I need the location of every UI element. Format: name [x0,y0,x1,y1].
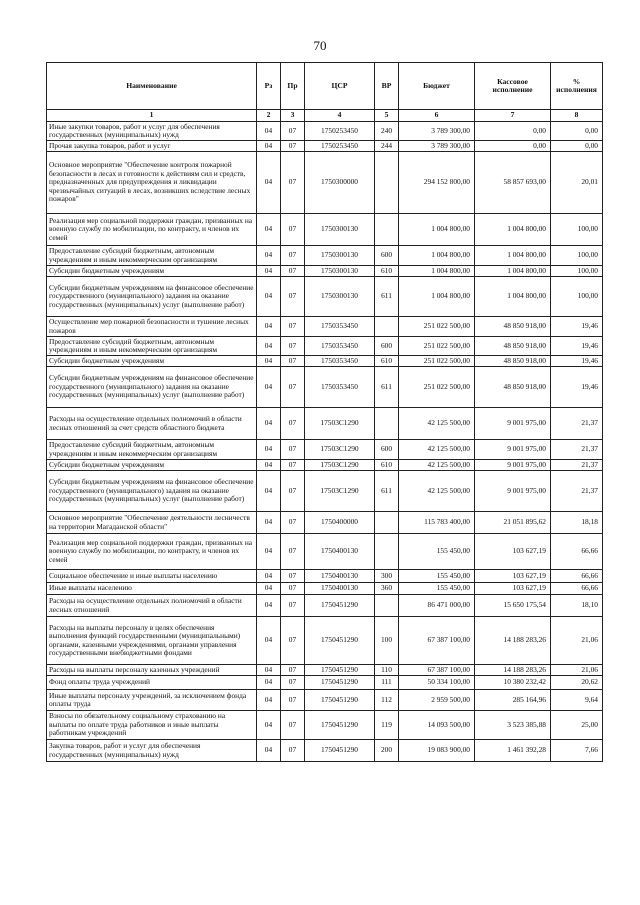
cell-pr: 07 [281,141,305,152]
cell-pr: 07 [281,277,305,317]
cell-name: Осуществление мер пожарной безопасности и тушение лесных пожаров [47,317,257,337]
cell-cash: 48 850 918,00 [475,356,551,367]
table-row [47,266,603,277]
cell-budget: 155 450,00 [399,570,475,583]
cell-cash: 1 004 800,00 [475,266,551,277]
cell-vr: 360 [375,583,399,595]
cell-csr: 1750451290 [305,740,375,762]
cell-csr: 1750451290 [305,676,375,690]
cell-cash: 103 627,19 [475,534,551,570]
cell-name: Предоставление субсидий бюджетным, автономным учреждениям и иным некоммерческим организациям [47,246,257,266]
table-row [47,152,603,214]
cell-pct: 7,66 [551,740,603,762]
cell-budget: 50 334 100,00 [399,676,475,690]
col-number: 7 [475,110,551,122]
cell-rz: 04 [257,337,281,356]
cell-csr: 1750253450 [305,122,375,141]
table-row [47,277,603,317]
cell-vr [375,534,399,570]
cell-pct: 0,00 [551,122,603,141]
cell-name: Основное мероприятие "Обеспечение деятельности лесничеств на территории Магаданской области" [47,512,257,534]
cell-cash: 0,00 [475,122,551,141]
cell-rz: 04 [257,367,281,408]
cell-budget: 251 022 500,00 [399,337,475,356]
table-row [47,440,603,460]
table-row [47,617,603,665]
table-row [47,141,603,152]
cell-name: Субсидии бюджетным учреждениям [47,266,257,277]
cell-cash: 21 051 895,62 [475,512,551,534]
cell-cash: 1 004 800,00 [475,277,551,317]
cell-pct: 100,00 [551,266,603,277]
cell-rz: 04 [257,440,281,460]
cell-cash: 14 188 283,26 [475,665,551,676]
cell-pr: 07 [281,460,305,471]
cell-vr: 240 [375,122,399,141]
cell-csr: 1750300130 [305,277,375,317]
cell-pct: 21,37 [551,471,603,512]
cell-budget: 19 083 900,00 [399,740,475,762]
cell-cash: 1 004 800,00 [475,214,551,246]
cell-pct: 0,00 [551,141,603,152]
cell-name: Иные выплаты населению [47,583,257,595]
cell-pr: 07 [281,440,305,460]
cell-pct: 18,18 [551,512,603,534]
cell-rz: 04 [257,595,281,617]
cell-cash: 15 650 175,54 [475,595,551,617]
cell-name: Прочая закупка товаров, работ и услуг [47,141,257,152]
table-body [47,122,603,762]
cell-name: Субсидии бюджетным учреждениям на финансовое обеспечение государственного (муниципального) задания на оказание государственных (муниципальных) услуг (выполнение работ) [47,277,257,317]
table-row [47,367,603,408]
cell-pr: 07 [281,617,305,665]
cell-cash: 9 001 975,00 [475,460,551,471]
cell-pr: 07 [281,471,305,512]
col-number: 1 [47,110,257,122]
cell-csr: 1750353450 [305,356,375,367]
cell-pr: 07 [281,583,305,595]
cell-csr: 1750400000 [305,512,375,534]
cell-name: Расходы на выплаты персоналу казенных учреждений [47,665,257,676]
cell-csr: 1750400130 [305,583,375,595]
cell-rz: 04 [257,711,281,740]
cell-csr: 1750300130 [305,214,375,246]
cell-pct: 19,46 [551,317,603,337]
col-header-name: Наименование [47,63,257,110]
column-number-row [47,110,603,122]
cell-vr [375,408,399,440]
cell-name: Расходы на выплаты персоналу в целях обеспечения выполнения функций государственными (муниципальными) органами, казенными учреждениями, органами управления государственными внебюджетными фондами [47,617,257,665]
cell-rz: 04 [257,512,281,534]
cell-rz: 04 [257,690,281,711]
cell-rz: 04 [257,583,281,595]
cell-budget: 251 022 500,00 [399,317,475,337]
cell-pr: 07 [281,570,305,583]
cell-pr: 07 [281,214,305,246]
cell-name: Реализация мер социальной поддержки граждан, призванных на военную службу по мобилизации, по контракту, и членов их семей [47,214,257,246]
cell-vr: 600 [375,337,399,356]
cell-rz: 04 [257,214,281,246]
cell-rz: 04 [257,471,281,512]
cell-pct: 20,01 [551,152,603,214]
cell-vr: 112 [375,690,399,711]
cell-cash: 103 627,19 [475,570,551,583]
table-row [47,570,603,583]
cell-name: Субсидии бюджетным учреждениям [47,356,257,367]
cell-csr: 1750353450 [305,317,375,337]
table-row [47,246,603,266]
cell-vr: 610 [375,356,399,367]
cell-csr: 17503С1290 [305,440,375,460]
cell-pct: 100,00 [551,277,603,317]
cell-pr: 07 [281,367,305,408]
cell-budget: 86 471 000,00 [399,595,475,617]
cell-rz: 04 [257,122,281,141]
cell-csr: 1750400130 [305,570,375,583]
cell-pr: 07 [281,337,305,356]
cell-name: Субсидии бюджетным учреждениям на финансовое обеспечение государственного (муниципального) задания на оказание государственных (муниципальных) услуг (выполнение работ) [47,471,257,512]
cell-rz: 04 [257,356,281,367]
cell-name: Субсидии бюджетным учреждениям [47,460,257,471]
col-header-pct: % исполнения [551,63,603,110]
cell-pr: 07 [281,408,305,440]
cell-cash: 14 188 283,26 [475,617,551,665]
cell-pct: 21,37 [551,408,603,440]
cell-budget: 3 789 300,00 [399,122,475,141]
cell-vr: 111 [375,676,399,690]
cell-pr: 07 [281,740,305,762]
cell-budget: 251 022 500,00 [399,356,475,367]
cell-pct: 20,62 [551,676,603,690]
cell-vr: 300 [375,570,399,583]
table-row [47,512,603,534]
cell-vr [375,595,399,617]
cell-cash: 103 627,19 [475,583,551,595]
cell-csr: 1750300130 [305,246,375,266]
cell-name: Расходы на осуществление отдельных полномочий в области лесных отношений за счет средств областного бюджета [47,408,257,440]
cell-csr: 17503С1290 [305,408,375,440]
col-number: 4 [305,110,375,122]
cell-name: Основное мероприятие "Обеспечение контроля пожарной безопасности в лесах и готовности к действиям сил и средств, предназначенных для предупреждения и ликвидации чрезвычайных ситуаций в лесах, возникших вследствие лесных пожаров" [47,152,257,214]
table-row [47,711,603,740]
cell-csr: 1750253450 [305,141,375,152]
cell-rz: 04 [257,266,281,277]
cell-pr: 07 [281,711,305,740]
cell-name: Социальное обеспечение и иные выплаты населению [47,570,257,583]
table-row [47,690,603,711]
col-header-rz: Рз [257,63,281,110]
col-header-csr: ЦСР [305,63,375,110]
cell-csr: 1750300000 [305,152,375,214]
table-row [47,460,603,471]
cell-pr: 07 [281,595,305,617]
cell-vr: 110 [375,665,399,676]
cell-name: Иные выплаты персоналу учреждений, за исключением фонда оплаты труда [47,690,257,711]
cell-pct: 19,46 [551,337,603,356]
cell-cash: 9 001 975,00 [475,471,551,512]
cell-csr: 1750451290 [305,711,375,740]
cell-pct: 21,06 [551,617,603,665]
cell-budget: 1 004 800,00 [399,277,475,317]
cell-rz: 04 [257,740,281,762]
cell-name: Расходы на осуществление отдельных полномочий в области лесных отношений [47,595,257,617]
cell-budget: 3 789 300,00 [399,141,475,152]
cell-budget: 67 387 100,00 [399,665,475,676]
cell-csr: 17503С1290 [305,460,375,471]
cell-cash: 3 523 385,88 [475,711,551,740]
cell-pr: 07 [281,676,305,690]
cell-rz: 04 [257,570,281,583]
cell-budget: 155 450,00 [399,534,475,570]
table-header-row [47,63,603,110]
cell-csr: 1750451290 [305,617,375,665]
cell-vr: 119 [375,711,399,740]
cell-cash: 9 001 975,00 [475,408,551,440]
cell-pct: 100,00 [551,246,603,266]
cell-budget: 1 004 800,00 [399,214,475,246]
cell-vr: 200 [375,740,399,762]
col-header-vr: ВР [375,63,399,110]
cell-rz: 04 [257,141,281,152]
cell-pct: 21,37 [551,460,603,471]
cell-budget: 294 152 800,00 [399,152,475,214]
cell-pr: 07 [281,317,305,337]
col-number: 3 [281,110,305,122]
col-number: 6 [399,110,475,122]
table-row [47,740,603,762]
cell-cash: 285 164,96 [475,690,551,711]
cell-vr: 611 [375,367,399,408]
cell-vr: 100 [375,617,399,665]
cell-pct: 25,00 [551,711,603,740]
cell-name: Реализация мер социальной поддержки граждан, призванных на военную службу по мобилизации, по контракту, и членов их семей [47,534,257,570]
cell-pr: 07 [281,690,305,711]
cell-name: Субсидии бюджетным учреждениям на финансовое обеспечение государственного (муниципального) задания на оказание государственных (муниципальных) услуг (выполнение работ) [47,367,257,408]
table-row [47,337,603,356]
cell-pr: 07 [281,665,305,676]
cell-rz: 04 [257,534,281,570]
cell-name: Фонд оплаты труда учреждений [47,676,257,690]
cell-cash: 10 380 232,42 [475,676,551,690]
cell-csr: 17503С1290 [305,471,375,512]
cell-name: Предоставление субсидий бюджетным, автономным учреждениям и иным некоммерческим организациям [47,440,257,460]
cell-rz: 04 [257,317,281,337]
cell-budget: 2 959 500,00 [399,690,475,711]
cell-pct: 21,37 [551,440,603,460]
cell-pct: 66,66 [551,534,603,570]
cell-name: Предоставление субсидий бюджетным, автономным учреждениям и иным некоммерческим организациям [47,337,257,356]
cell-vr: 600 [375,246,399,266]
cell-pr: 07 [281,512,305,534]
cell-rz: 04 [257,676,281,690]
col-number: 8 [551,110,603,122]
cell-rz: 04 [257,408,281,440]
cell-budget: 155 450,00 [399,583,475,595]
col-number: 2 [257,110,281,122]
cell-pct: 19,46 [551,356,603,367]
cell-budget: 67 387 100,00 [399,617,475,665]
cell-cash: 0,00 [475,141,551,152]
cell-budget: 42 125 500,00 [399,408,475,440]
cell-csr: 1750400130 [305,534,375,570]
table-row [47,317,603,337]
cell-rz: 04 [257,277,281,317]
col-header-cash: Кассовое исполнение [475,63,551,110]
table-row [47,583,603,595]
table-row [47,665,603,676]
col-header-budget: Бюджет [399,63,475,110]
cell-name: Закупка товаров, работ и услуг для обеспечения государственных (муниципальных) нужд [47,740,257,762]
cell-csr: 1750353450 [305,367,375,408]
cell-cash: 48 850 918,00 [475,317,551,337]
cell-budget: 42 125 500,00 [399,440,475,460]
cell-budget: 115 783 400,00 [399,512,475,534]
table-row [47,595,603,617]
cell-vr: 600 [375,440,399,460]
cell-cash: 1 004 800,00 [475,246,551,266]
table-row [47,122,603,141]
cell-vr: 611 [375,277,399,317]
cell-rz: 04 [257,152,281,214]
cell-cash: 1 461 392,28 [475,740,551,762]
cell-rz: 04 [257,246,281,266]
cell-vr [375,317,399,337]
cell-pct: 18,10 [551,595,603,617]
cell-csr: 1750300130 [305,266,375,277]
cell-vr: 610 [375,266,399,277]
cell-budget: 1 004 800,00 [399,246,475,266]
cell-csr: 1750451290 [305,690,375,711]
page-number: 70 [313,38,327,53]
cell-cash: 48 850 918,00 [475,337,551,356]
cell-csr: 1750353450 [305,337,375,356]
cell-pr: 07 [281,122,305,141]
cell-pct: 66,66 [551,570,603,583]
cell-csr: 1750451290 [305,665,375,676]
cell-pct: 66,66 [551,583,603,595]
cell-budget: 14 093 500,00 [399,711,475,740]
cell-rz: 04 [257,460,281,471]
cell-pr: 07 [281,534,305,570]
cell-pr: 07 [281,246,305,266]
cell-pct: 19,46 [551,367,603,408]
cell-name: Взносы по обязательному социальному страхованию на выплаты по оплате труда работников и иные выплаты работникам учреждений [47,711,257,740]
col-header-pr: Пр [281,63,305,110]
table-row [47,214,603,246]
cell-pr: 07 [281,152,305,214]
cell-vr: 244 [375,141,399,152]
table-row [47,356,603,367]
cell-name: Иные закупки товаров, работ и услуг для обеспечения государственных (муниципальных) нужд [47,122,257,141]
cell-pct: 100,00 [551,214,603,246]
cell-pct: 9,64 [551,690,603,711]
cell-pr: 07 [281,266,305,277]
cell-budget: 251 022 500,00 [399,367,475,408]
cell-cash: 58 857 693,00 [475,152,551,214]
cell-cash: 48 850 918,00 [475,367,551,408]
table-row [47,676,603,690]
cell-csr: 1750451290 [305,595,375,617]
table-row [47,471,603,512]
budget-table [46,62,603,762]
table-row [47,408,603,440]
cell-cash: 9 001 975,00 [475,440,551,460]
cell-vr [375,512,399,534]
cell-pr: 07 [281,356,305,367]
cell-budget: 42 125 500,00 [399,471,475,512]
cell-pct: 21,06 [551,665,603,676]
cell-budget: 1 004 800,00 [399,266,475,277]
cell-vr [375,152,399,214]
cell-vr [375,214,399,246]
cell-rz: 04 [257,617,281,665]
cell-vr: 610 [375,460,399,471]
cell-budget: 42 125 500,00 [399,460,475,471]
col-number: 5 [375,110,399,122]
cell-rz: 04 [257,665,281,676]
cell-vr: 611 [375,471,399,512]
table-row [47,534,603,570]
